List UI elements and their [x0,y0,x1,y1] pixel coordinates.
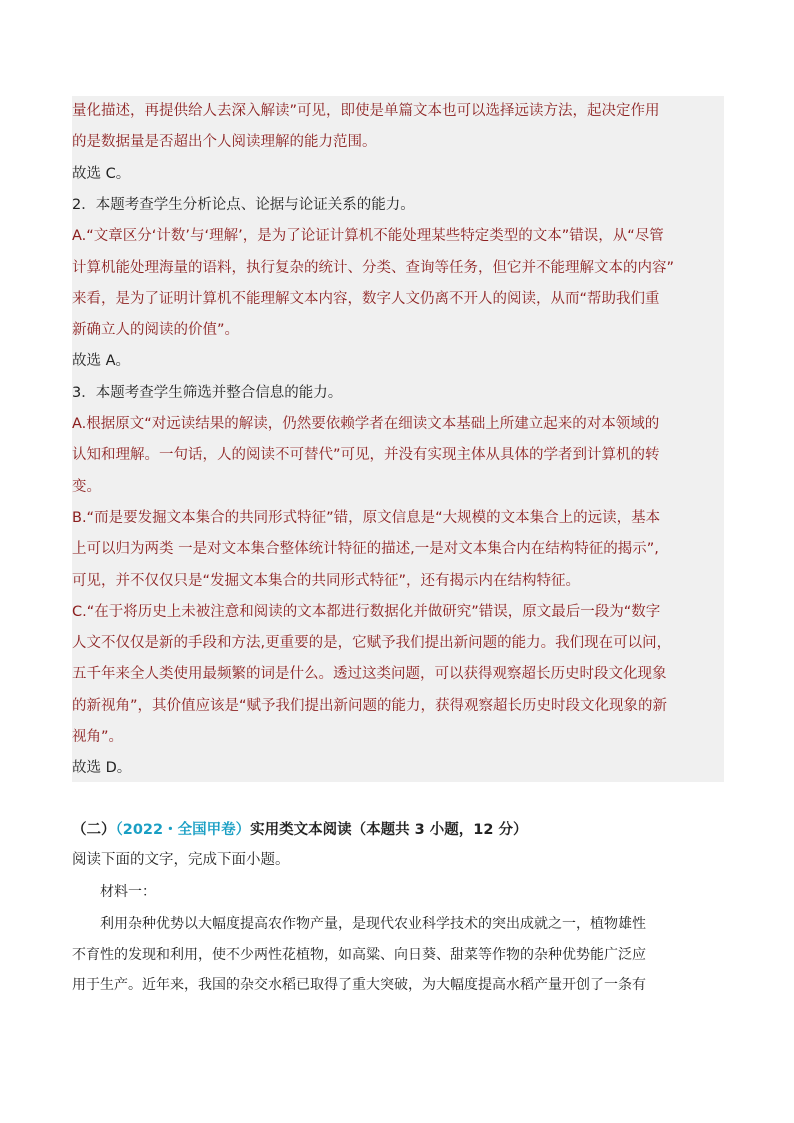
answer-line: B.“而是要发掘文本集合的共同形式特征”错，原文信息是“大规模的文本集合上的远读，基本 [72,509,661,526]
answer-line: 人文不仅仅是新的手段和方法,更重要的是，它赋予我们提出新问题的能力。我们现在可以问， [72,635,672,652]
material-label: 材料一： [100,884,156,900]
answer-line: 故选 A。 [72,353,131,370]
material-paragraph-line: 用于生产。近年来，我国的杂交水稻已取得了重大突破，为大幅度提高水稻产量开创了一条有 [72,977,646,993]
answer-line: 3．本题考查学生筛选并整合信息的能力。 [72,384,343,401]
answer-line: 认知和理解。一句话，人的阅读不可替代”可见，并没有实现主体从具体的学者到计算机的转 [72,447,660,464]
answer-line: 上可以归为两类 一是对文本集合整体统计特征的描述,一是对文本集合内在结构特征的揭示”, [72,541,659,558]
answer-line: 五千年来全人类使用最频繁的词是什么。透过这类问题，可以获得观察超长历史时段文化现象 [72,666,667,683]
answer-line: A.“文章区分‘计数’与‘理解’，是为了论证计算机不能处理某些特定类型的文本”错误，从“尽管 [72,228,664,245]
material-paragraph-line: 不育性的发现和利用，使不少两性花植物，如高粱、向日葵、甜菜等作物的杂种优势能广泛应 [72,946,646,963]
answer-line: 新确立人的阅读的价值”。 [72,322,240,339]
answer-line: 变。 [72,478,101,495]
section-title: 实用类文本阅读（本题共 3 小题，12 分） [250,822,528,838]
answer-line: 的新视角”，其价值应该是“赋予我们提出新问题的能力，获得观察超长历史时段文化现象的新 [72,697,668,714]
answer-line: C.“在于将历史上未被注意和阅读的文本都进行数据化并做研究”错误，原文最后一段为“数字 [72,603,661,620]
answer-line: 可见，并不仅仅只是“发掘文本集合的共同形式特征”，还有揭示内在结构特征。 [72,572,581,589]
answer-line: 量化描述，再提供给人去深入解读”可见，即使是单篇文本也可以选择远读方法，起决定作用 [72,103,660,119]
answer-line: A.根据原文“对远读结果的解读，仍然要依赖学者在细读文本基础上所建立起来的对本领域的 [72,416,660,432]
exam-source: （2022・全国甲卷） [115,822,251,838]
answer-line: 故选 D。 [72,760,132,777]
answer-line: 来看，是为了证明计算机不能理解文本内容，数字人文仍离不开人的阅读，从而“帮助我们重 [72,290,660,307]
answer-line: 的是数据量是否超出个人阅读理解的能力范围。 [72,134,377,151]
answer-line: 故选 C。 [72,165,131,182]
answer-line: 计算机能处理海量的语料，执行复杂的统计、分类、查询等任务，但它并不能理解文本的内容” [72,259,675,276]
material-paragraph-line: 利用杂种优势以大幅度提高农作物产量，是现代农业科学技术的突出成就之一，植物雄性 [100,916,646,932]
answer-line: 视角”。 [72,729,124,745]
section-number: （二） [72,822,116,838]
reading-instruction: 阅读下面的文字，完成下面小题。 [72,852,290,868]
answer-line: 2．本题考查学生分析论点、论据与论证关系的能力。 [72,196,415,213]
section-heading [72,820,528,840]
